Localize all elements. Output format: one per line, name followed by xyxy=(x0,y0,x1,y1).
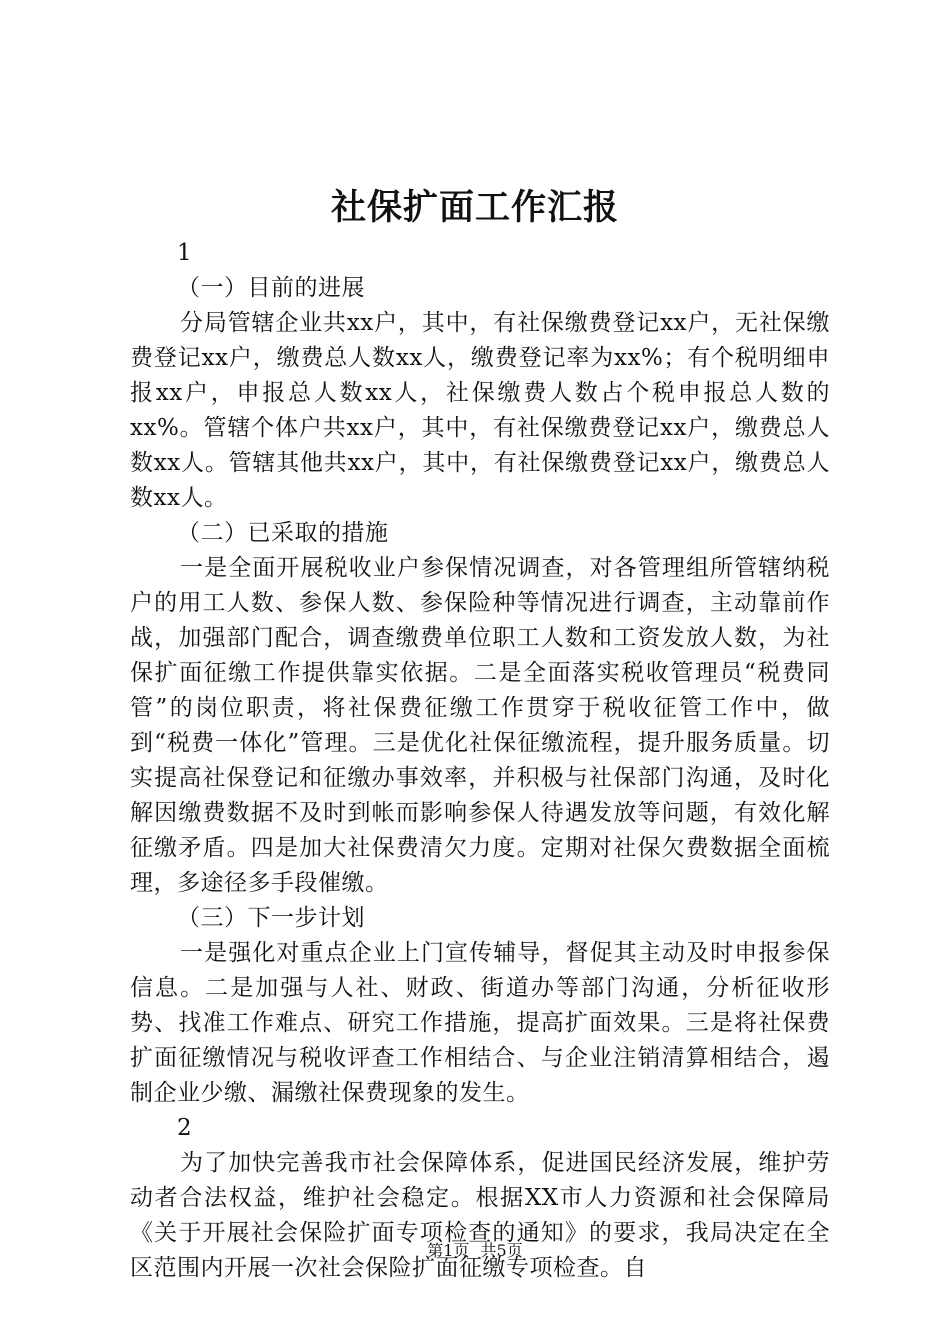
document-body xyxy=(130,236,830,1286)
paragraph-progress: 分局管辖企业共xx户，其中，有社保缴费登记xx户，无社保缴费登记xx户，缴费总人数xx人，缴费登记率为xx%；有个税明细申报xx户，申报总人数xx人，社保缴费人数占个税申报总人数的xx%。管辖个体户共xx户，其中，有社保缴费登记xx户，缴费总人数xx人。管辖其他共xx户，其中，有社保缴费登记xx户，缴费总人数xx人。 xyxy=(130,310,830,511)
page-number: 第1页 xyxy=(427,1241,470,1260)
heading-next-plan: （三）下一步计划 xyxy=(177,905,365,931)
section-marker-1: 1 xyxy=(177,240,193,266)
page-footer xyxy=(0,1239,950,1263)
paragraph-measures: 一是全面开展税收业户参保情况调查，对各管理组所管辖纳税户的用工人数、参保人数、参保险种等情况进行调查，主动靠前作战，加强部门配合，调查缴费单位职工人数和工资发放人数，为社保扩面征缴工作提供靠实依据。二是全面落实税收管理员“税费同管”的岗位职责，将社保费征缴工作贯穿于税收征管工作中，做到“税费一体化”管理。三是优化社保征缴流程，提升服务质量。切实提高社保登记和征缴办事效率，并积极与社保部门沟通，及时化解因缴费数据不及时到帐而影响参保人待遇发放等问题，有效化解征缴矛盾。四是加大社保费清欠力度。定期对社保欠费数据全面梳理，多途径多手段催缴。 xyxy=(130,555,830,896)
section-marker-2: 2 xyxy=(177,1115,193,1141)
heading-progress: （一）目前的进展 xyxy=(177,275,365,301)
paragraph-next-plan: 一是强化对重点企业上门宣传辅导，督促其主动及时申报参保信息。二是加强与人社、财政、街道办等部门沟通，分析征收形势、找准工作难点、研究工作措施，提高扩面效果。三是将社保费扩面征缴情况与税收评查工作相结合、与企业注销清算相结合，遏制企业少缴、漏缴社保费现象的发生。 xyxy=(130,940,830,1106)
paragraph-section-2: 为了加快完善我市社会保障体系，促进国民经济发展，维护劳动者合法权益，维护社会稳定。根据XX市人力资源和社会保障局《关于开展社会保险扩面专项检查的通知》的要求，我局决定在全区范围内开展一次社会保险扩面征缴专项检查。自 xyxy=(130,1150,830,1281)
page-total: 共5页 xyxy=(480,1241,523,1260)
document-title: 社保扩面工作汇报 xyxy=(330,187,619,228)
heading-measures: （二）已采取的措施 xyxy=(177,520,389,546)
